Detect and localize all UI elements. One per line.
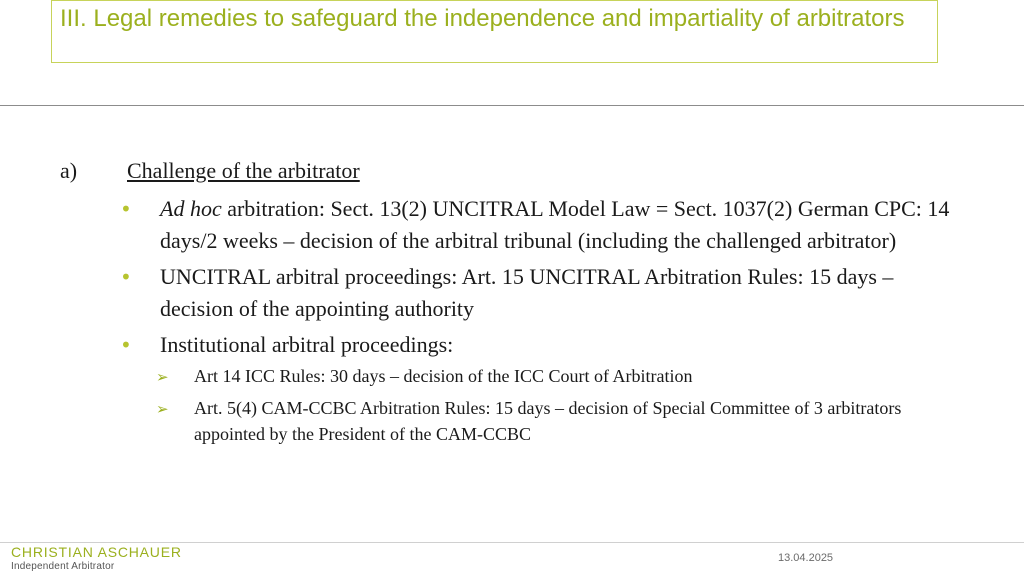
slide-title-box xyxy=(51,0,938,63)
arrowhead-bullet-icon: ➢ xyxy=(156,400,169,418)
sub-bullet-text: Art. 5(4) CAM-CCBC Arbitration Rules: 15 days – decision of Special Committee of 3 arbitrators appointed by the President of the CAM-CCBC xyxy=(194,398,902,444)
bullet-text: UNCITRAL arbitral proceedings: Art. 15 UNCITRAL Arbitration Rules: 15 days – decision of the appointing authority xyxy=(160,264,894,321)
brand-logo xyxy=(11,544,182,573)
brand-subtitle: Independent Arbitrator xyxy=(11,561,115,572)
bullet-item xyxy=(120,261,950,325)
bullet-emphasis: Ad hoc xyxy=(160,196,222,221)
arrowhead-bullet-icon: ➢ xyxy=(156,368,169,386)
footer-date: 13.04.2025 xyxy=(778,552,834,564)
bullet-list xyxy=(120,193,950,453)
header-divider xyxy=(0,105,1024,106)
sub-bullet-item xyxy=(157,363,950,389)
bullet-item xyxy=(120,193,950,257)
slide-title: III. Legal remedies to safeguard the independence and impartiality of arbitrators xyxy=(60,5,905,32)
sub-bullet-item xyxy=(157,395,950,447)
footer-divider xyxy=(0,542,1024,543)
sub-bullet-list xyxy=(156,363,950,447)
bullet-text: arbitration: Sect. 13(2) UNCITRAL Model Law = Sect. 1037(2) German CPC: 14 days/2 weeks – decision of the arbitral tribunal (including the challenged arbitrator) xyxy=(160,196,950,253)
section-title: Challenge of the arbitrator xyxy=(127,158,360,183)
bullet-icon: • xyxy=(120,197,132,221)
bullet-icon: • xyxy=(120,333,132,357)
brand-name: CHRISTIAN ASCHAUER xyxy=(11,544,182,560)
section-letter: a) xyxy=(60,158,78,183)
sub-bullet-text: Art 14 ICC Rules: 30 days – decision of the ICC Court of Arbitration xyxy=(194,366,693,386)
bullet-text: Institutional arbitral proceedings: xyxy=(160,332,454,357)
bullet-icon: • xyxy=(120,265,132,289)
bullet-item xyxy=(120,329,950,447)
